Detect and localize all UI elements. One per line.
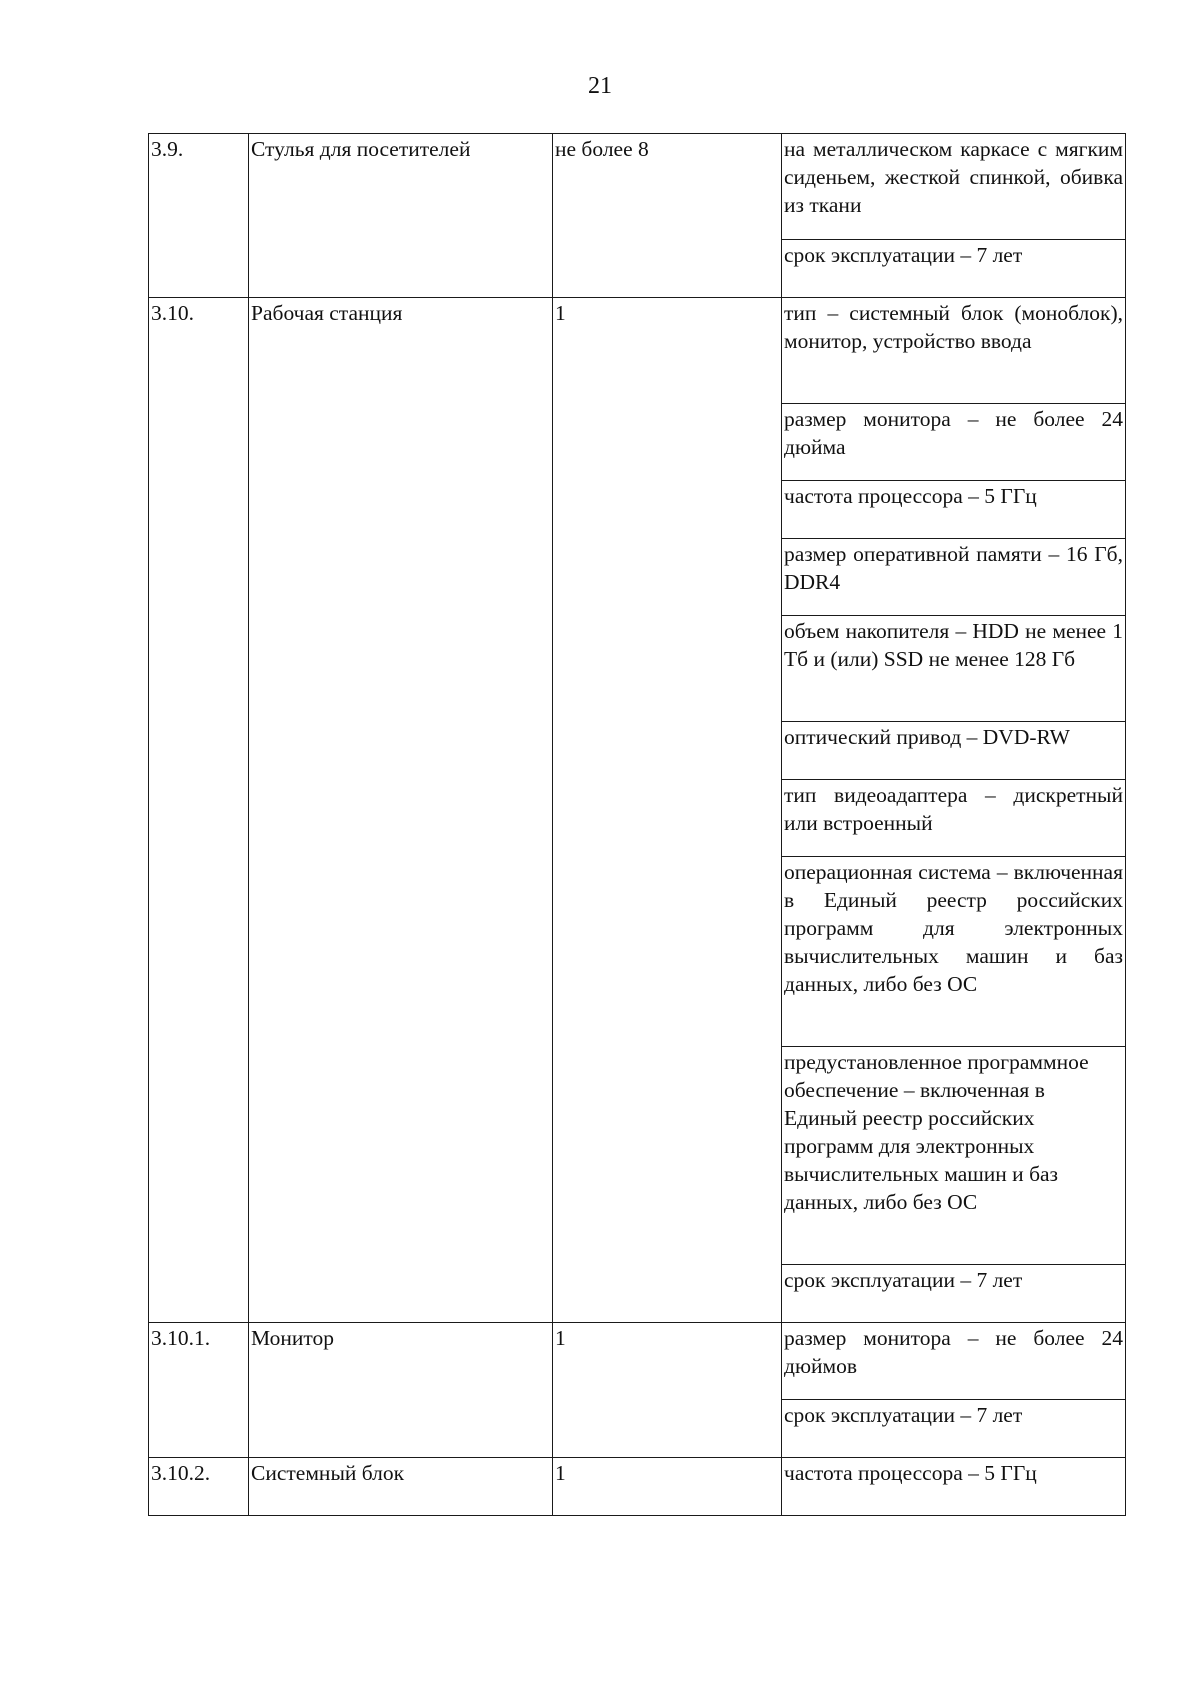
item-number-cell: 3.10. xyxy=(149,298,249,1323)
item-spec-cell: срок эксплуатации – 7 лет xyxy=(782,1265,1126,1323)
table-row xyxy=(149,298,1126,404)
item-spec-cell: срок эксплуатации – 7 лет xyxy=(782,1400,1126,1458)
item-spec-cell: размер оперативной памяти – 16 Гб, DDR4 xyxy=(782,539,1126,616)
item-spec-cell: частота процессора – 5 ГГц xyxy=(782,1458,1126,1516)
item-spec-cell: оптический привод – DVD-RW xyxy=(782,722,1126,780)
item-spec-cell: на металлическом каркасе с мягким сиденьем, жесткой спинкой, обивка из ткани xyxy=(782,134,1126,240)
item-number-cell: 3.9. xyxy=(149,134,249,298)
item-spec-cell: тип – системный блок (моноблок), монитор, устройство ввода xyxy=(782,298,1126,404)
specification-table xyxy=(148,133,1126,1516)
item-name-cell: Монитор xyxy=(249,1323,553,1458)
item-spec-cell: срок эксплуатации – 7 лет xyxy=(782,240,1126,298)
item-spec-cell: тип видеоадаптера – дискретный или встроенный xyxy=(782,780,1126,857)
item-name-cell: Рабочая станция xyxy=(249,298,553,1323)
page-number: 21 xyxy=(588,73,612,99)
item-spec-cell: размер монитора – не более 24 дюймов xyxy=(782,1323,1126,1400)
specification-table-body xyxy=(149,134,1126,1516)
item-quantity-cell: 1 xyxy=(553,1458,782,1516)
item-spec-cell: операционная система – включенная в Единый реестр российских программ для электронных вычислительных машин и баз данных, либо без ОС xyxy=(782,857,1126,1047)
item-quantity-cell: 1 xyxy=(553,298,782,1323)
item-spec-cell: предустановленное программное обеспечение – включенная в Единый реестр российских программ для электронных вычислительных машин и баз данных, либо без ОС xyxy=(782,1047,1126,1265)
table-row xyxy=(149,1323,1126,1400)
item-name-cell: Стулья для посетителей xyxy=(249,134,553,298)
item-quantity-cell: 1 xyxy=(553,1323,782,1458)
table-row xyxy=(149,1458,1126,1516)
item-spec-cell: объем накопителя – HDD не менее 1 Тб и (или) SSD не менее 128 Гб xyxy=(782,616,1126,722)
item-spec-cell: частота процессора – 5 ГГц xyxy=(782,481,1126,539)
item-number-cell: 3.10.1. xyxy=(149,1323,249,1458)
item-number-cell: 3.10.2. xyxy=(149,1458,249,1516)
item-name-cell: Системный блок xyxy=(249,1458,553,1516)
item-quantity-cell: не более 8 xyxy=(553,134,782,298)
table-row xyxy=(149,134,1126,240)
item-spec-cell: размер монитора – не более 24 дюйма xyxy=(782,404,1126,481)
